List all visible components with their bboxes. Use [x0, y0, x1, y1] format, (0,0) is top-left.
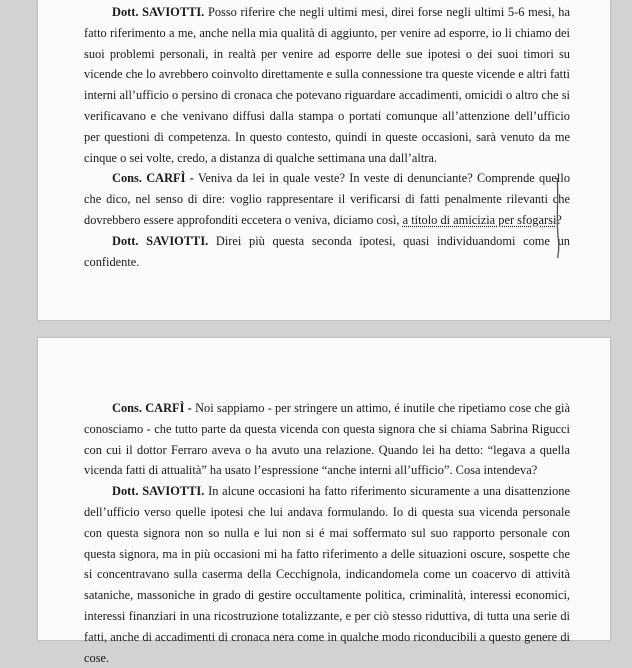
paragraph — [84, 398, 570, 481]
speaker-label: Dott. SAVIOTTI. — [112, 233, 209, 248]
transcript-page-2 — [38, 338, 610, 665]
paragraph — [84, 231, 570, 273]
paragraph-text: In alcune occasioni ha fatto riferimento sicuramente a una disattenzione dell’ufficio verso quelle ipotesi che lui andava formulando. Io di questa sua vicenda personale con questa signora non so nulla e lui non si é mai soffermato sul suo rapporto personale con questa signora, ma in più occasioni mi ha fatto riferimento a delle situazioni oscure, sospette che si concentravano sulla caserma della Cecchignola, indicandomela come un coacervo di attività sataniche, massoniche in grado di gestire occultamente politica, criminalità, interessi economici, interessi finanziari in una ricostruzione totalizzante, e per ciò stesso riduttiva, di tutta una serie di fatti, anche di accadimenti di cronaca nera come in qualche modo riconducibili a questo genere di cose. — [84, 484, 570, 665]
paragraph-text: Noi sappiamo - per stringere un attimo, é inutile che ripetiamo cose che già conosciamo - che tutto parte da questa vicenda con questa signora che si chiama Sabrina Rigucci con cui il dottor Ferraro aveva o ha avuto una relazione. Quando lei ha detto: “legava a quella vicenda fatti di attualità” ha usato l’espressione “anche interni all’ufficio”. Cosa intendeva? — [84, 401, 570, 478]
underlined-text: a titolo di amicizia per sfogarsi — [402, 212, 557, 227]
speaker-label: Dott. SAVIOTTI. — [112, 484, 205, 499]
paragraph — [84, 481, 570, 668]
transcript-page-1 — [38, 0, 610, 320]
paragraph-tail: ? — [556, 212, 562, 227]
speaker-label: Cons. CARFÌ - — [112, 171, 194, 186]
speaker-label: Dott. SAVIOTTI. — [112, 5, 205, 19]
paragraph-text: Direi più questa seconda ipotesi, quasi individuandomi come un confidente. — [84, 233, 570, 269]
paragraph-text: Posso riferire che negli ultimi mesi, direi forse negli ultimi 5-6 mesi, ha fatto riferimento a me, anche nella mia qualità di aggiunto, per venire ad esporre, io li chiamo dei suoi problemi personali, in realtà per venire ad esporre delle sue ipotesi o dei suoi timori su vicende che lo avrebbero coinvolto direttamente e sulla connessione tra queste vicende e altri fatti interni all’ufficio o persino di cronaca che potevano riguardare accadimenti, omicidi o altro che si verificavano e che venivano diffusi dalla stampa o portati comunque all’attenzione dell’ufficio per questioni di competenza. In questo contesto, quindi in queste occasioni, sarà venuto da me cinque o sei volte, credo, a distanza di qualche settimana una dall’altra. — [84, 5, 570, 165]
margin-pen-mark — [548, 176, 566, 260]
page-1-body — [84, 2, 570, 272]
paragraph — [84, 2, 570, 168]
paragraph-text: Veniva da lei in quale veste? In veste di denunciante? Comprende quello che dico, nel senso di dire: voglio rappresentare il verificarsi di fatti penalmente rilevanti che dovrebbero essere approfonditi eccetera o veniva, diciamo così, — [84, 171, 571, 227]
speaker-label: Cons. CARFÌ - — [112, 401, 192, 415]
paragraph — [84, 168, 570, 230]
page-2-body — [84, 398, 570, 668]
